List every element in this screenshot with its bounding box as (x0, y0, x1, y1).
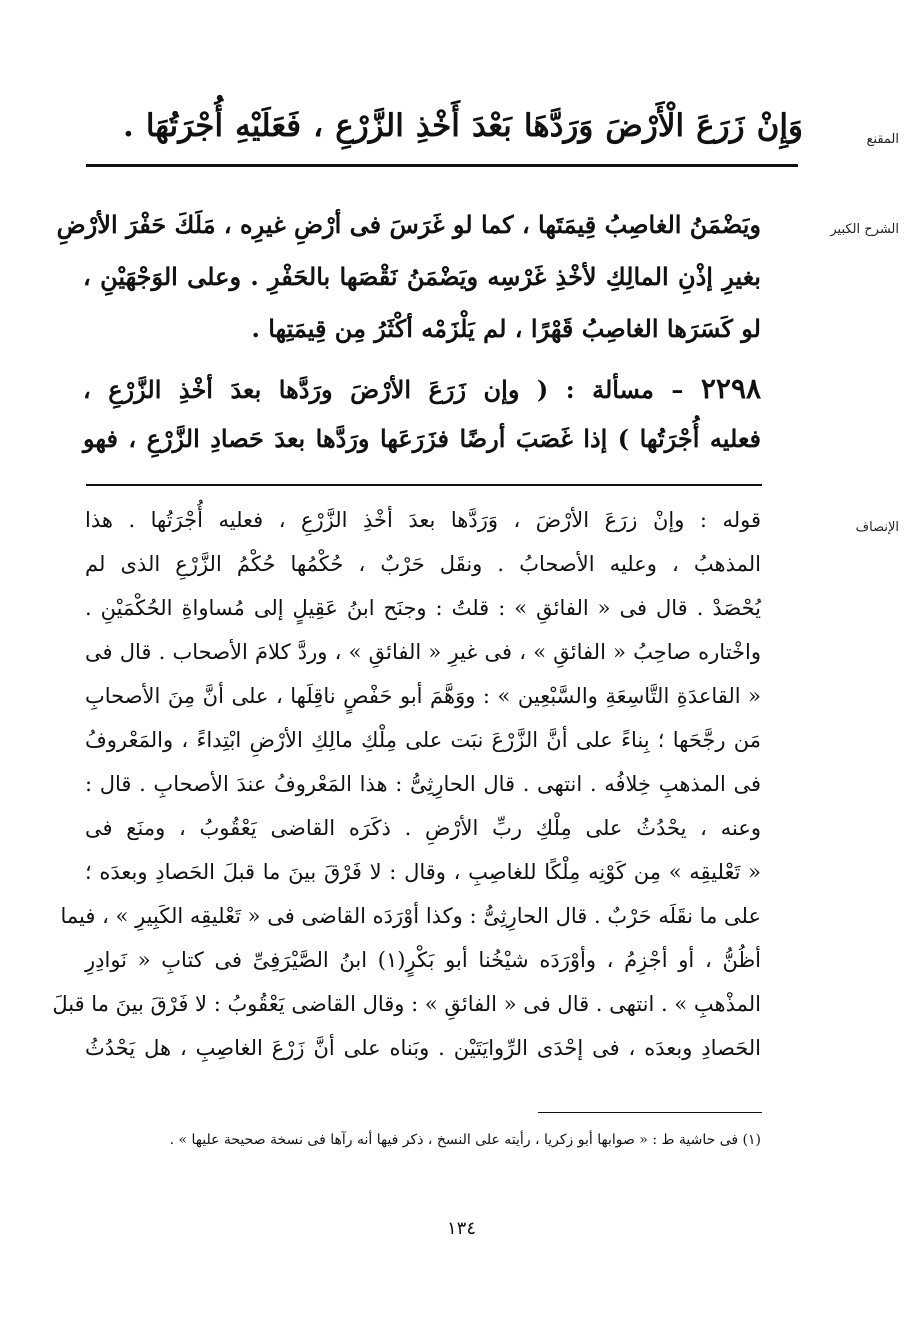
masala-number: ٢٢٩٨ (700, 372, 762, 405)
page-number: ١٣٤ (446, 1218, 476, 1239)
insaf-line: « تَعْليقِه » مِن كَوْنِه مِلْكًا للغاصِبِ ، وقال : لا فَرْقَ بينَ ما قبلَ الحَصادِ وبعدَه ؛ (85, 860, 761, 884)
insaf-line: المذْهبِ » . انتهى . قال فى « الفائقِ » : وقال القاضى يَعْقُوبُ : لا فَرْقَ بينَ ما قبلَ (52, 992, 761, 1016)
masala-line (83, 372, 761, 405)
insaf-line: الحَصادِ وبعدَه ، فى إحْدَى الرِّوايَتَيْن . وبَناه على أنَّ زَرْعَ الغاصِبِ ، هل يَحْدُثُ (85, 1036, 761, 1060)
sharh-line: ويَضْمَنُ الغاصِبُ قِيمَتَها ، كما لو غَرَسَ فى أرْضِ غيرِه ، مَلَكَ حَفْرَ الأرْضِ (56, 210, 761, 239)
muqni-text: وَإِنْ زَرَعَ الْأَرْضَ وَرَدَّهَا بَعْدَ أَخْذِ الزَّرْعِ ، فَعَلَيْهِ أُجْرَتُهَا . (123, 108, 803, 144)
footnote-rule (538, 1112, 762, 1113)
sharh-section-label: الشرح الكبير (830, 222, 899, 237)
insaf-line: فى المذهبِ خِلافُه . انتهى . قال الحارِثِىُّ : هذا المَعْروفُ عندَ الأصحابِ . قال : (85, 772, 761, 796)
insaf-line: مَن رجَّحَها ؛ بِناءً على أنَّ الزَّرْعَ نبَت على مِلْكِ مالِكِ الأرْضِ ابْتِداءً ، والمَعْروفُ (85, 728, 761, 752)
insaf-line: قوله : وإنْ زرَعَ الأرْضَ ، وَرَدَّها بعدَ أخْذِ الزَّرْعِ ، فعليه أُجْرَتُها . هذا (85, 508, 761, 532)
muqni-section-label: المقنع (866, 132, 899, 147)
insaf-line: أظُنُّ ، أو أجْزِمُ ، وأوْرَدَه شيْخُنا أبو بَكْرٍ(١) ابنُ الصَّيْرَفِىِّ فى كتابِ « نَوادِرِ (85, 948, 762, 972)
masala-heading: – مسألة : ( وإن زَرَعَ الأرْضَ ورَدَّها بعدَ أخْذِ الزَّرْعِ ، (83, 375, 684, 404)
sharh-line: فعليه أُجْرَتُها ) إذا غَصَبَ أرضًا فزَرَعَها ورَدَّها بعدَ حَصادِ الزَّرْعِ ، فهو (83, 424, 761, 453)
insaf-line: وعنه ، يحْدُثُ على مِلْكِ ربِّ الأرْضِ . ذكَرَه القاضى يَعْقُوبُ ، ومنَع فى (85, 816, 761, 840)
muqni-underline-rule (86, 164, 798, 167)
insaf-line: يُحْصَدْ . قال فى « الفائقِ » : قلتُ : وجنَح ابنُ عَقِيلٍ إلى مُساواةِ الحُكْمَيْنِ . (85, 596, 761, 620)
insaf-section-label: الإنصاف (855, 520, 899, 535)
footnote: (١) فى حاشية ط : « صوابها أبو زكريا ، رأيته على النسخ ، ذكر فيها أنه رآها فى نسخة صحيحة عليها » . (169, 1132, 761, 1148)
insaf-line: واخْتاره صاحِبُ « الفائقِ » ، فى غيرِ « الفائقِ » ، وردَّ كلامَ الأصحاب . قال فى (85, 640, 761, 664)
insaf-line: المذهبُ ، وعليه الأصحابُ . ونقَل حَرْبٌ ، حُكْمُها حُكْمُ الزَّرْعِ الذى لم (85, 552, 761, 576)
sharh-line: بغيرِ إذْنِ المالِكِ لأخْذِ غَرْسِه ويَضْمَنُ نَقْصَها بالحَفْرِ . وعلى الوَجْهَيْنِ ، (83, 262, 761, 291)
sharh-line: لو كَسَرَها الغاصِبُ قَهْرًا ، لم يَلْزَمْه أكْثَرُ مِن قِيمَتِها . (251, 314, 761, 343)
insaf-line: « القاعدَةِ التَّاسِعَةِ والسَّبْعِين » : ووَهَّمَ أبو حَفْصٍ ناقِلَها ، على أنَّ مِنَ الأصحابِ (85, 684, 761, 708)
insaf-line: على ما نقَلَه حَرْبٌ . قال الحارِثِىُّ : وكذا أوْرَدَه القاضى فى « تَعْليقِه الكَبِيرِ » ، فيما (60, 904, 761, 928)
section-divider-rule (86, 484, 762, 486)
